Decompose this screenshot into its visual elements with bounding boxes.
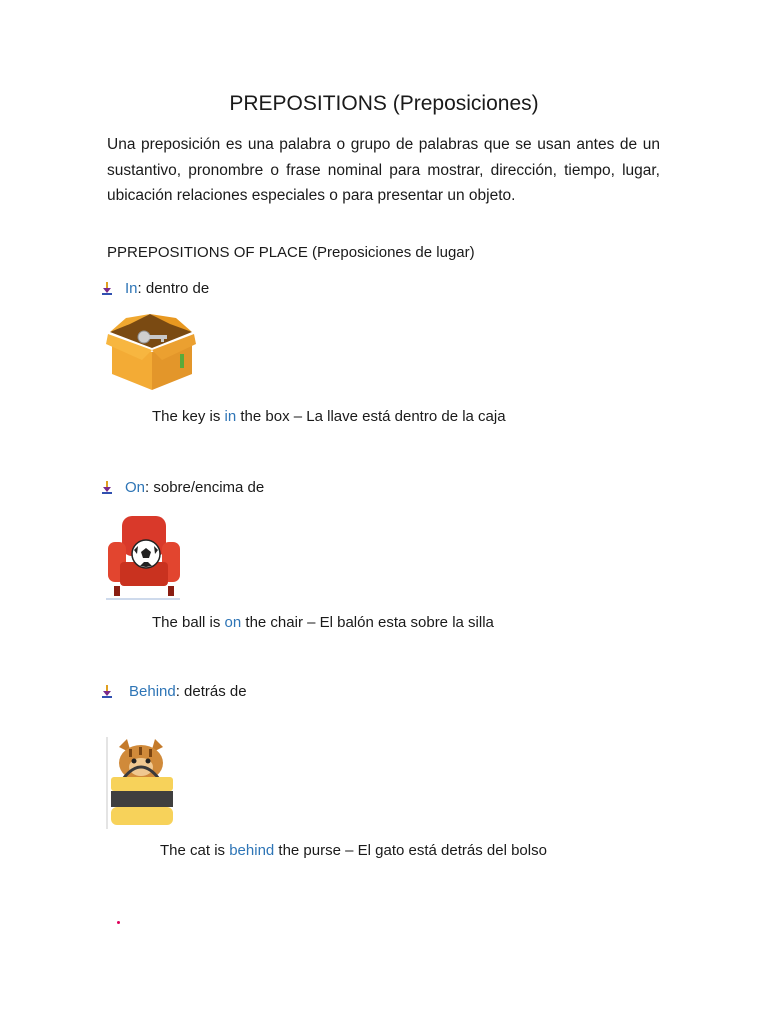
example-sentence-in: [152, 408, 506, 425]
intro-paragraph: Una preposición es una palabra o grupo de palabras que se usan antes de un sustantivo, pronombre o frase nominal para mostrar, dirección, tiempo, lugar, ubicación relaciones especiales o para presentar un objeto.: [107, 136, 660, 204]
meaning-behind: : detrás de: [175, 683, 247, 700]
bullet-arrow-icon: [101, 282, 113, 296]
bullet-on: [101, 479, 264, 496]
sentence-keyword: in: [224, 408, 237, 425]
sentence-text: the purse – El gato está detrás del bolso: [274, 842, 547, 859]
meaning-on: : sobre/encima de: [145, 479, 265, 496]
example-sentence-on: [152, 614, 494, 631]
bullet-in: [101, 280, 209, 297]
meaning-in: : dentro de: [137, 280, 210, 297]
example-sentence-behind: [160, 842, 547, 859]
box-with-key-illustration: [106, 310, 196, 392]
sentence-text: the box – La llave está dentro de la caja: [236, 408, 506, 425]
keyword-on: On: [125, 479, 146, 496]
sentence-keyword: on: [224, 614, 242, 631]
cat-behind-purse-illustration: [105, 737, 177, 831]
stray-mark: [117, 921, 120, 924]
page-title: PREPOSITIONS (Preposiciones): [229, 92, 539, 115]
sentence-text: The ball is: [152, 614, 225, 631]
bullet-arrow-icon: [101, 685, 113, 699]
bullet-arrow-icon: [101, 481, 113, 495]
sentence-text: the chair – El balón esta sobre la silla: [241, 614, 494, 631]
sentence-text: The cat is: [160, 842, 230, 859]
bullet-behind: [101, 683, 247, 700]
section-heading: PPREPOSITIONS OF PLACE (Preposiciones de lugar): [107, 244, 475, 261]
ball-on-armchair-illustration: [106, 512, 182, 600]
keyword-in: In: [125, 280, 138, 297]
sentence-keyword: behind: [229, 842, 275, 859]
keyword-behind: Behind: [129, 683, 176, 700]
sentence-text: The key is: [152, 408, 225, 425]
